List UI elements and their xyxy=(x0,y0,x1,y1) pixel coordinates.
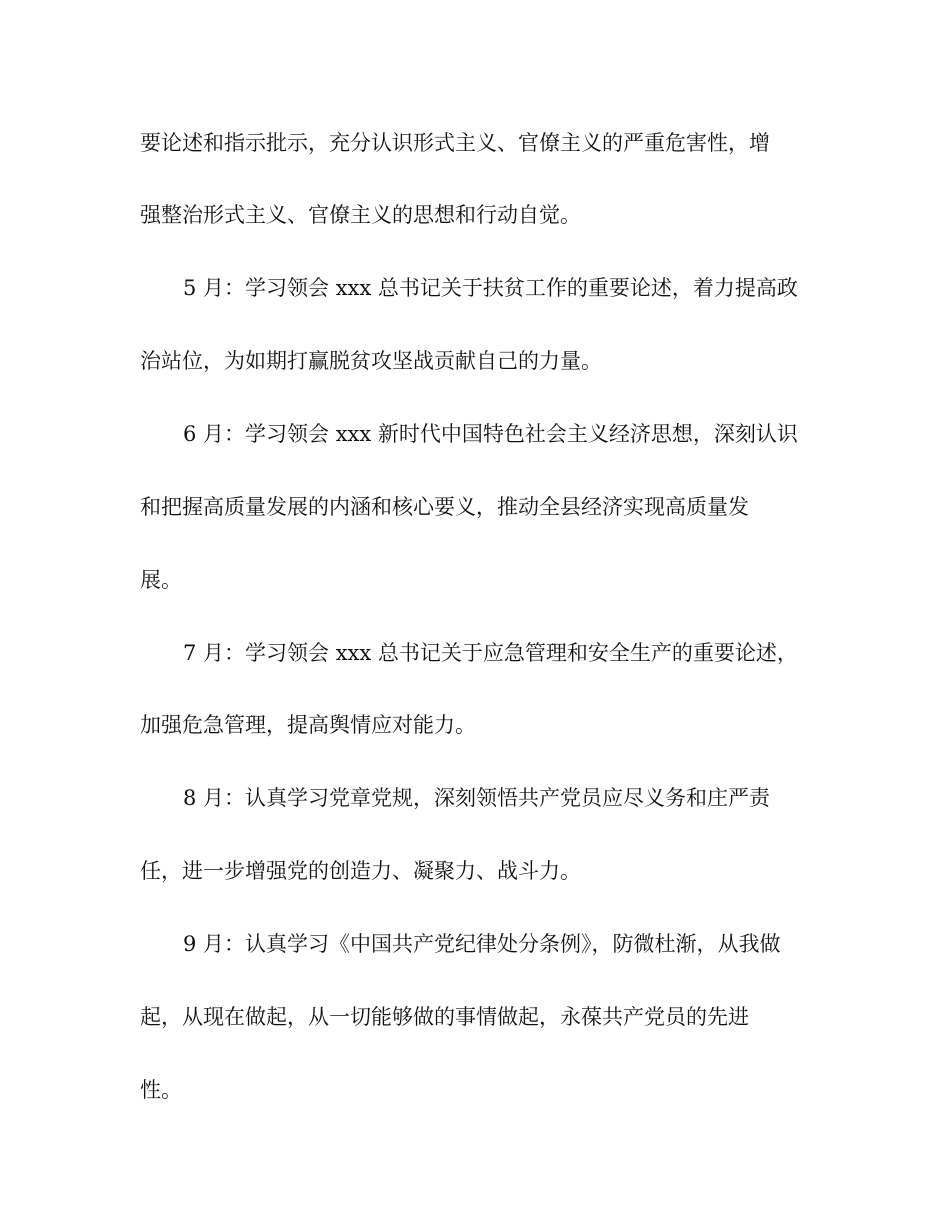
text-line: 治站位，为如期打赢脱贫攻坚战贡献自己的力量。 xyxy=(140,349,602,373)
text-line: 加强危急管理，提高舆情应对能力。 xyxy=(140,713,476,737)
text-line: 7 月：学习领会 xxx 总书记关于应急管理和安全生产的重要论述， xyxy=(183,641,798,665)
text-line: 性。 xyxy=(140,1078,182,1102)
text-line: 起，从现在做起，从一切能够做的事情做起，永葆共产党员的先进 xyxy=(140,1005,749,1029)
text-line: 任，进一步增强党的创造力、凝聚力、战斗力。 xyxy=(140,859,581,883)
text-line: 强整治形式主义、官僚主义的思想和行动自觉。 xyxy=(140,203,581,227)
text-line: 8 月：认真学习党章党规，深刻领悟共产党员应尽义务和庄严责 xyxy=(183,786,771,810)
text-line: 9 月：认真学习《中国共产党纪律处分条例》，防微杜渐，从我做 xyxy=(183,932,781,956)
text-line: 展。 xyxy=(140,568,182,592)
text-line: 要论述和指示批示，充分认识形式主义、官僚主义的严重危害性，增 xyxy=(140,131,770,155)
text-line: 6 月：学习领会 xxx 新时代中国特色社会主义经济思想，深刻认识 xyxy=(183,422,798,446)
text-line: 和把握高质量发展的内涵和核心要义，推动全县经济实现高质量发 xyxy=(140,495,749,519)
text-line: 5 月：学习领会 xxx 总书记关于扶贫工作的重要论述，着力提高政 xyxy=(183,276,798,300)
